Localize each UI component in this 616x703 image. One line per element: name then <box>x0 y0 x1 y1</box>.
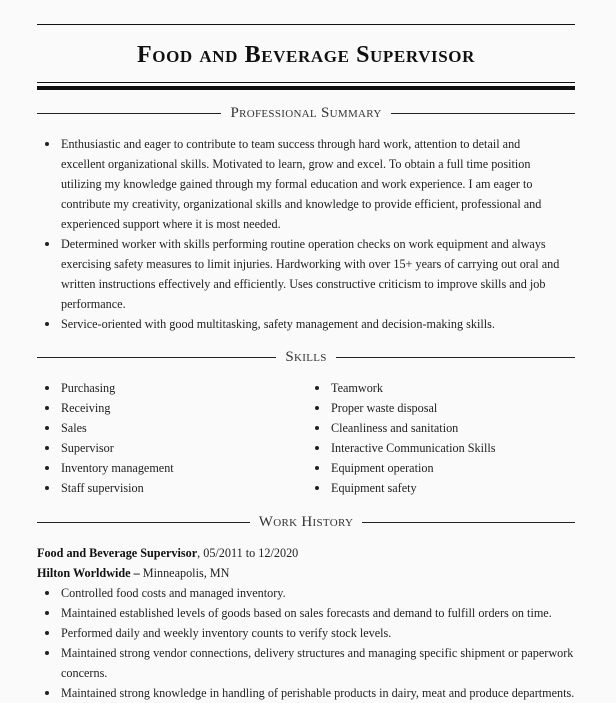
skill-item: Receiving <box>37 398 305 418</box>
skill-item: Purchasing <box>37 378 305 398</box>
job-dates: , 05/2011 to 12/2020 <box>197 546 299 560</box>
skill-item: Sales <box>37 418 305 438</box>
section-heading-summary <box>37 103 575 123</box>
skill-item: Proper waste disposal <box>307 398 575 418</box>
summary-item: Enthusiastic and eager to contribute to team success through hard work, attention to detail and excellent organizational skills. Motivated to learn, grow and excel. To obtain a full time position utilizing my knowledge gained through my formal education and work experience. I am eager to contribute my creativity, organizational skills and knowledge to provide efficient, professional and experienced support where it is most needed. <box>37 134 567 234</box>
employer-name: Hilton Worldwide – <box>37 566 140 580</box>
skill-item: Teamwork <box>307 378 575 398</box>
divider-line <box>391 113 575 114</box>
divider-line <box>362 522 575 523</box>
divider-line <box>37 522 250 523</box>
job-bullet: Maintained strong vendor connections, delivery structures and managing specific shipment or paperwork concerns. <box>37 643 575 683</box>
title-rule-thin <box>37 82 575 83</box>
job-bullet: Performed daily and weekly inventory counts to verify stock levels. <box>37 623 575 643</box>
job-title: Food and Beverage Supervisor <box>37 546 198 560</box>
summary-item: Determined worker with skills performing routine operation checks on work equipment and always exercising safety measures to limit injuries. Hardworking with over 15+ years of carrying out oral and written instructions effectively and efficiently. Uses constructive criticism to improve skills and job performance. <box>37 234 567 314</box>
employer-location: Minneapolis, MN <box>139 566 230 580</box>
skill-item: Equipment operation <box>307 458 575 478</box>
skills-column-left <box>37 378 305 498</box>
section-heading-label: Work History <box>258 514 354 530</box>
skill-item: Equipment safety <box>307 478 575 498</box>
section-heading-label: Professional Summary <box>230 105 382 121</box>
employer-line <box>37 563 575 583</box>
skill-item: Inventory management <box>37 458 305 478</box>
section-heading-work <box>37 512 575 532</box>
job-bullets <box>37 583 575 703</box>
job-bullet: Maintained strong knowledge in handling of perishable products in dairy, meat and produce departments. <box>37 683 575 703</box>
section-heading-skills <box>37 347 575 367</box>
top-rule <box>37 24 575 25</box>
skill-item: Interactive Communication Skills <box>307 438 575 458</box>
divider-line <box>336 357 575 358</box>
resume-title: Food and Beverage Supervisor <box>137 42 475 68</box>
job-bullet: Maintained established levels of goods based on sales forecasts and demand to fulfill orders on time. <box>37 603 575 623</box>
skill-item: Supervisor <box>37 438 305 458</box>
skill-item: Cleanliness and sanitation <box>307 418 575 438</box>
skills-column-right <box>305 378 575 498</box>
job-title-line <box>37 543 575 563</box>
divider-line <box>37 357 276 358</box>
divider-line <box>37 113 221 114</box>
summary-list <box>37 134 567 334</box>
summary-item: Service-oriented with good multitasking, safety management and decision-making skills. <box>37 314 567 334</box>
work-history <box>37 543 575 703</box>
section-heading-label: Skills <box>285 349 327 365</box>
skills-grid <box>37 378 575 498</box>
job-bullet: Controlled food costs and managed inventory. <box>37 583 575 603</box>
title-rule-thick <box>37 86 575 90</box>
skill-item: Staff supervision <box>37 478 305 498</box>
